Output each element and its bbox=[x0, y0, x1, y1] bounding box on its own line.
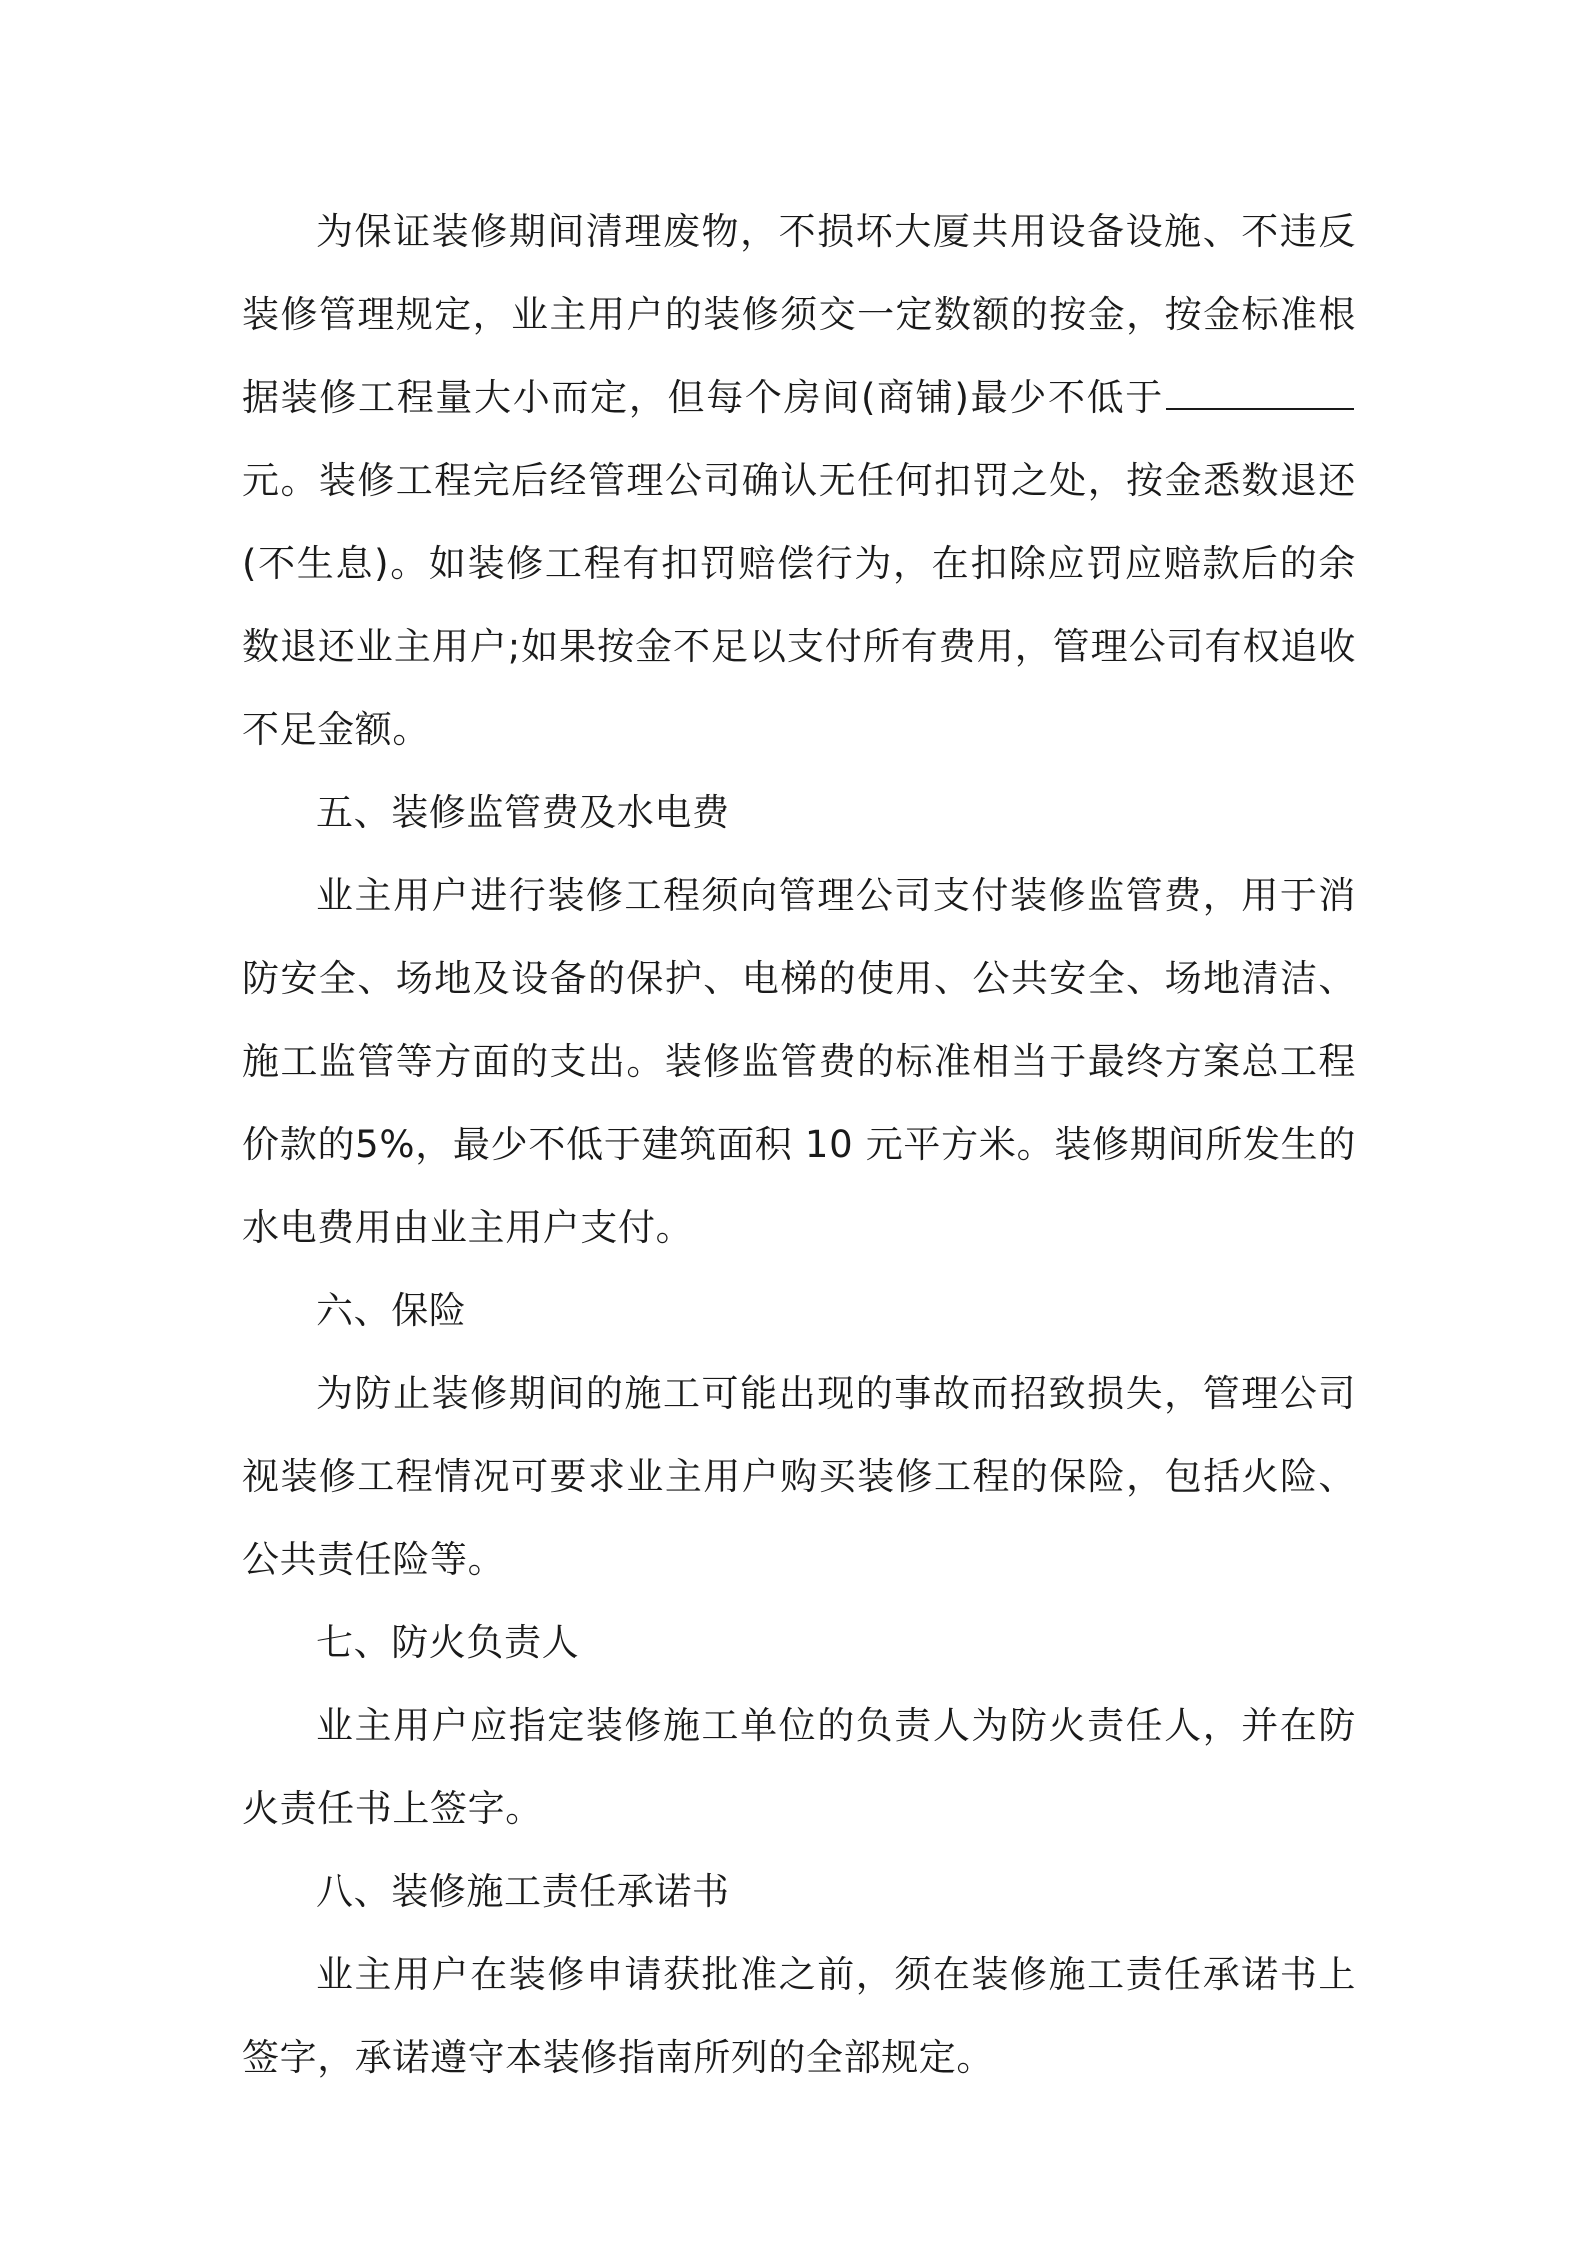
document-page bbox=[242, 190, 1356, 2099]
section-8-body: 业主用户在装修申请获批准之前，须在装修施工责任承诺书上签字，承诺遵守本装修指南所列的全部规定。 bbox=[242, 1953, 1356, 2079]
section-5-body: 业主用户进行装修工程须向管理公司支付装修监管费，用于消防安全、场地及设备的保护、电梯的使用、公共安全、场地清洁、施工监管等方面的支出。装修监管费的标准相当于最终方案总工程价款的5%，最少不低于建筑面积 10 元平方米。装修期间所发生的水电费用由业主用户支付。 bbox=[242, 874, 1356, 1249]
section-5-heading: 五、装修监管费及水电费 bbox=[316, 791, 730, 834]
section-7-body: 业主用户应指定装修施工单位的负责人为防火责任人，并在防火责任书上签字。 bbox=[242, 1704, 1356, 1830]
deposit-paragraph bbox=[242, 190, 1356, 771]
amount-blank-line bbox=[1166, 378, 1354, 410]
section-8-heading: 八、装修施工责任承诺书 bbox=[316, 1870, 730, 1913]
deposit-text-after-blank: 元。装修工程完后经管理公司确认无任何扣罚之处，按金悉数退还(不生息)。如装修工程有扣罚赔偿行为，在扣除应罚应赔款后的余数退还业主用户;如果按金不足以支付所有费用，管理公司有权追收不足金额。 bbox=[242, 459, 1356, 751]
section-6-heading: 六、保险 bbox=[316, 1289, 467, 1332]
section-7-heading: 七、防火负责人 bbox=[316, 1621, 580, 1664]
deposit-text-before-blank: 为保证装修期间清理废物，不损坏大厦共用设备设施、不违反装修管理规定，业主用户的装修须交一定数额的按金，按金标准根据装修工程量大小而定，但每个房间(商铺)最少不低于 bbox=[242, 210, 1356, 419]
section-6-body: 为防止装修期间的施工可能出现的事故而招致损失，管理公司视装修工程情况可要求业主用户购买装修工程的保险，包括火险、公共责任险等。 bbox=[242, 1372, 1356, 1581]
